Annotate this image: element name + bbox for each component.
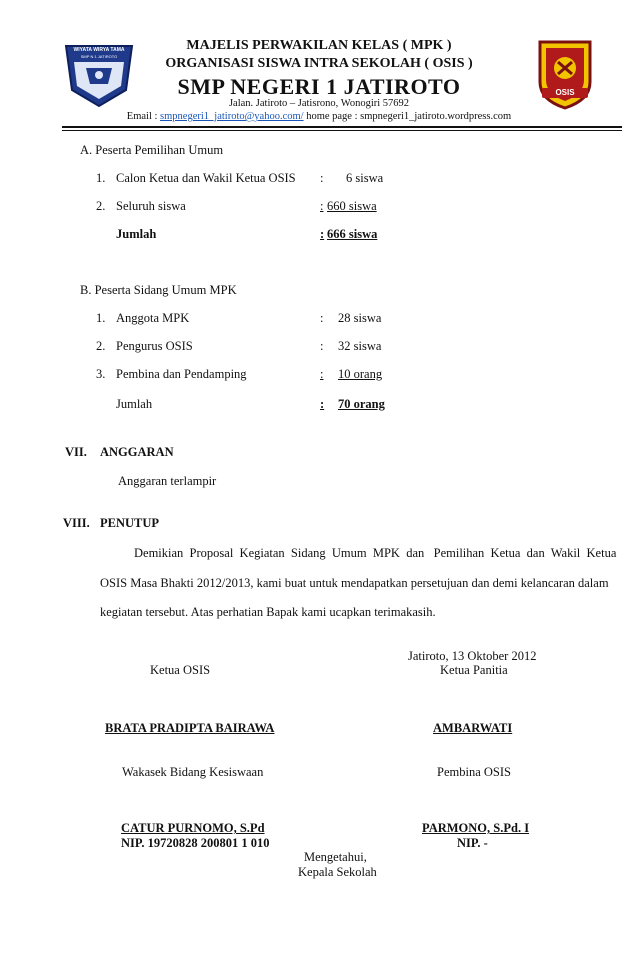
logo-right-text: OSIS — [555, 88, 575, 97]
school-name: SMP NEGERI 1 JATIROTO — [177, 74, 461, 99]
section-b-item-colon: : — [320, 311, 324, 325]
section-a-total-colon: : — [320, 227, 325, 241]
section-b-item-colon: : — [320, 339, 324, 353]
signer-right-role-2: Pembina OSIS — [437, 765, 511, 779]
signer-left-role-2: Wakasek Bidang Kesiswaan — [122, 765, 264, 779]
header-rule-thin — [62, 130, 622, 131]
logo-left-text: WIYATA WIRYA TAMA — [73, 47, 125, 53]
signer-left-name: BRATA PRADIPTA BAIRAWA — [105, 721, 275, 735]
section-a-item-colon: : — [320, 171, 324, 185]
signer-left-role: Ketua OSIS — [150, 663, 211, 677]
section-b-item-value: 10 orang — [338, 367, 383, 381]
section-b-total-label: Jumlah — [116, 397, 153, 411]
section-b-item-label: Anggota MPK — [116, 311, 190, 325]
section-a-item-label: Seluruh siswa — [116, 199, 186, 213]
place-date: Jatiroto, 13 Oktober 2012 — [408, 649, 537, 663]
section-a-item-value: 660 siswa — [327, 199, 377, 213]
section-b-item-label: Pembina dan Pendamping — [116, 367, 247, 381]
section-a-item-label: Calon Ketua dan Wakil Ketua OSIS — [116, 171, 296, 185]
closing-paragraph-line-2: OSIS Masa Bhakti 2012/2013, kami buat untuk mendapatkan persetujuan dan demi kelancaran dalam — [100, 576, 609, 590]
section-a-title: A. Peserta Pemilihan Umum — [80, 143, 224, 157]
homepage-text: home page : smpnegeri1_jatiroto.wordpress.com — [303, 111, 512, 122]
acknowledged-label: Mengetahui, — [304, 850, 367, 864]
signer-right-role: Ketua Panitia — [440, 663, 508, 677]
school-address: Jalan. Jatiroto – Jatisrono, Wonogiri 57692 — [228, 98, 410, 109]
section-b-item-colon: : — [320, 367, 324, 381]
signer-right-name-2: PARMONO, S.Pd. I — [422, 821, 530, 835]
signer-left-nip — [121, 836, 270, 851]
principal-title: Kepala Sekolah — [298, 865, 377, 879]
section-b-item-value: 32 siswa — [338, 339, 382, 353]
section-a-item-num: 2. — [96, 199, 106, 213]
nip-text: NIP. 19720828 200801 1 010 — [121, 836, 270, 850]
header-rule-thick — [62, 126, 622, 128]
section-vii-body: Anggaran terlampir — [118, 474, 217, 488]
header-line-1: MAJELIS PERWAKILAN KELAS ( MPK ) — [186, 38, 452, 53]
section-b-item-num: 1. — [96, 311, 106, 325]
section-viii-number: VIII. — [63, 516, 90, 530]
section-b-item-value: 28 siswa — [338, 311, 382, 325]
section-a-item-num: 1. — [96, 171, 106, 185]
email-label: Email : — [126, 111, 161, 122]
section-a-total-label: Jumlah — [116, 227, 157, 241]
section-vii-title: ANGGARAN — [100, 445, 174, 459]
section-vii-number: VII. — [65, 445, 87, 459]
signer-right-name: AMBARWATI — [433, 721, 513, 735]
closing-paragraph-line-3: kegiatan tersebut. Atas perhatian Bapak kami ucapkan terimakasih. — [100, 605, 436, 619]
logo-left-subtext: SMP N 1 JATIROTO — [80, 54, 118, 59]
signer-right-nip: NIP. - — [457, 836, 488, 850]
closing-paragraph-line-1: Demikian Proposal Kegiatan Sidang Umum MPK dan Pemilihan Ketua dan Wakil Ketua — [134, 546, 617, 560]
contact-line — [0, 111, 638, 122]
section-b-total-colon: : — [320, 397, 325, 411]
email-link[interactable]: smpnegeri1_jatiroto@yahoo.com/ — [160, 111, 304, 122]
section-a-total-value: 666 siswa — [327, 227, 378, 241]
section-b-item-label: Pengurus OSIS — [116, 339, 193, 353]
section-a-item-colon: : — [320, 199, 324, 213]
section-a-item-value: 6 siswa — [346, 171, 384, 185]
section-viii-title: PENUTUP — [100, 516, 160, 530]
section-b-item-num: 2. — [96, 339, 106, 353]
signer-left-name-2: CATUR PURNOMO, S.Pd — [121, 821, 265, 835]
section-b-total-value: 70 orang — [338, 397, 385, 411]
header-line-2: ORGANISASI SISWA INTRA SEKOLAH ( OSIS ) — [165, 56, 473, 71]
section-b-title: B. Peserta Sidang Umum MPK — [80, 283, 237, 297]
section-b-item-num: 3. — [96, 367, 106, 381]
